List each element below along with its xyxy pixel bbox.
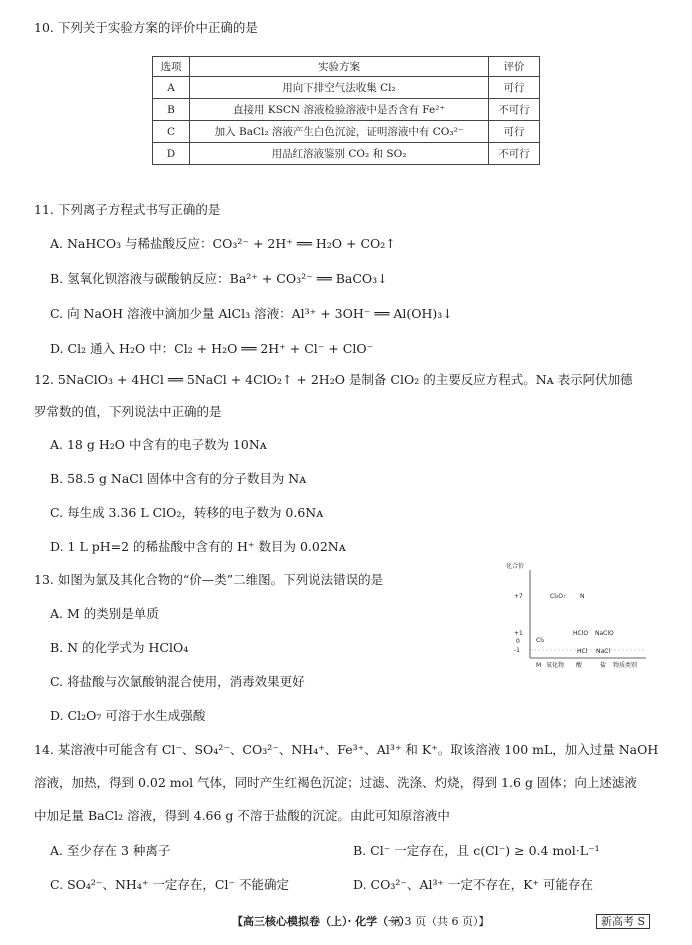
q13-option-c: C. 将盐酸与次氯酸钠混合使用，消毒效果更好: [50, 674, 305, 689]
q11-stem: 11. 下列离子方程式书写正确的是: [34, 202, 221, 217]
y-tick: +1: [514, 630, 523, 637]
q12-stem-line2: 罗常数的值，下列说法中正确的是: [34, 404, 222, 419]
q13-option-a: A. M 的类别是单质: [50, 606, 159, 621]
table-row: [153, 99, 540, 121]
point-label: Cl₂: [536, 637, 545, 644]
row-evaluation: 不可行: [489, 99, 540, 121]
row-option: B: [153, 99, 190, 121]
y-tick: -1: [514, 647, 520, 654]
y-tick: +7: [514, 593, 523, 600]
q12-stem-line1: 12. 5NaClO₃ + 4HCl ══ 5NaCl + 4ClO₂↑ + 2H₂O 是制备 ClO₂ 的主要反应方程式。Nᴀ 表示阿伏加德: [34, 372, 633, 387]
table-header-row: [153, 57, 540, 77]
row-evaluation: 可行: [489, 121, 540, 143]
table-row: [153, 121, 540, 143]
q14-stem-line2: 溶液，加热，得到 0.02 mol 气体，同时产生红褐色沉淀；过滤、洗涤、灼烧，得到 1.6 g 固体；向上述滤液: [34, 775, 637, 790]
row-plan: 加入 BaCl₂ 溶液产生白色沉淀，证明溶液中有 CO₃²⁻: [190, 121, 489, 143]
row-option: A: [153, 77, 190, 99]
q11-option-a: A. NaHCO₃ 与稀盐酸反应：CO₃²⁻ + 2H⁺ ══ H₂O + CO₂↑: [50, 236, 396, 251]
x-axis-label: 物质类别: [613, 662, 638, 669]
q11-option-d: D. Cl₂ 通入 H₂O 中：Cl₂ + H₂O ══ 2H⁺ + Cl⁻ + ClO⁻: [50, 341, 374, 356]
q10-table: [152, 56, 540, 165]
header-evaluation: 评价: [489, 57, 540, 77]
footer-tag-wrap: [596, 913, 650, 929]
point-label: NaClO: [595, 630, 614, 637]
q14-option-d: D. CO₃²⁻、Al³⁺ 一定不存在，K⁺ 可能存在: [353, 877, 593, 892]
q14-stem-line1: 14. 某溶液中可能含有 Cl⁻、SO₄²⁻、CO₃²⁻、NH₄⁺、Fe³⁺、Al³⁺ 和 K⁺。取该溶液 100 mL，加入过量 NaOH: [34, 742, 659, 757]
valence-class-diagram: [500, 560, 650, 675]
q12-option-d: D. 1 L pH=2 的稀盐酸中含有的 H⁺ 数目为 0.02Nᴀ: [50, 539, 346, 554]
header-plan: 实验方案: [190, 57, 489, 77]
row-option: D: [153, 143, 190, 165]
row-plan: 用品红溶液鉴别 CO₂ 和 SO₂: [190, 143, 489, 165]
q11-option-b: B. 氢氧化钡溶液与碳酸钠反应：Ba²⁺ + CO₃²⁻ ══ BaCO₃↓: [50, 271, 388, 286]
point-label: HClO: [573, 630, 589, 637]
point-label: N: [580, 593, 585, 600]
point-label: Cl₂O₇: [550, 593, 566, 600]
q10-stem: 10. 下列关于实验方案的评价中正确的是: [34, 20, 258, 35]
footer-title: 【高三核心模拟卷（上）· 化学（一）: [232, 915, 411, 928]
q14-stem-line3: 中加足量 BaCl₂ 溶液，得到 4.66 g 不溶于盐酸的沉淀。由此可知原溶液中: [34, 808, 450, 823]
y-axis-label: 化合价: [506, 563, 525, 570]
y-tick: 0: [516, 638, 520, 645]
row-evaluation: 可行: [489, 77, 540, 99]
row-plan: 用向下排空气法收集 Cl₂: [190, 77, 489, 99]
table-row: [153, 77, 540, 99]
row-plan: 直接用 KSCN 溶液检验溶液中是否含有 Fe²⁺: [190, 99, 489, 121]
x-tick: 酸: [576, 662, 583, 669]
row-option: C: [153, 121, 190, 143]
q12-option-b: B. 58.5 g NaCl 固体中含有的分子数目为 Nᴀ: [50, 471, 307, 486]
q14-option-a: A. 至少存在 3 种离子: [50, 843, 171, 858]
header-option: 选项: [153, 57, 190, 77]
footer-page: 第 3 页（共 6 页）】: [390, 915, 490, 928]
q14-option-b: B. Cl⁻ 一定存在，且 c(Cl⁻) ≥ 0.4 mol·L⁻¹: [353, 843, 600, 858]
q12-option-c: C. 每生成 3.36 L ClO₂，转移的电子数为 0.6Nᴀ: [50, 505, 324, 520]
q13-option-d: D. Cl₂O₇ 可溶于水生成强酸: [50, 708, 206, 723]
q12-option-a: A. 18 g H₂O 中含有的电子数为 10Nᴀ: [50, 437, 267, 452]
point-label: HCl: [577, 648, 588, 655]
x-tick: M: [536, 662, 542, 669]
table-row: [153, 143, 540, 165]
x-tick: 盐: [600, 662, 607, 669]
q13-option-b: B. N 的化学式为 HClO₄: [50, 640, 189, 655]
row-evaluation: 不可行: [489, 143, 540, 165]
q11-option-c: C. 向 NaOH 溶液中滴加少量 AlCl₃ 溶液：Al³⁺ + 3OH⁻ ══ Al(OH)₃↓: [50, 306, 453, 321]
q14-option-c: C. SO₄²⁻、NH₄⁺ 一定存在，Cl⁻ 不能确定: [50, 877, 290, 892]
footer-tag: 新高考 S: [596, 914, 650, 929]
point-label: NaCl: [596, 648, 611, 655]
x-tick: 氧化物: [546, 662, 565, 669]
q13-stem: 13. 如图为氯及其化合物的“价—类”二维图。下列说法错误的是: [34, 572, 384, 587]
